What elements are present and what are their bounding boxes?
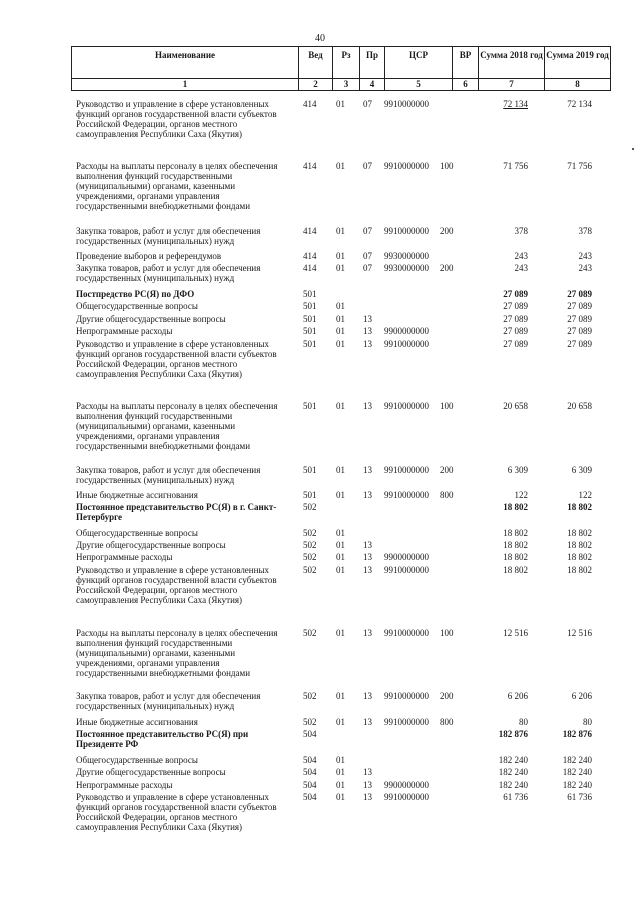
row-sum-2019: 20 658 [567, 401, 592, 411]
row-sum-2018: 27 089 [503, 301, 528, 311]
row-sum-2019: 182 876 [562, 729, 592, 739]
row-sum-2018: 27 089 [503, 314, 528, 324]
row-name: Закупка товаров, работ и услуг для обеспечения государственных (муниципальных) нужд [76, 226, 261, 246]
row-pr: 13 [363, 326, 372, 336]
row-name: Закупка товаров, работ и услуг для обеспечения государственных (муниципальных) нужд [76, 691, 261, 711]
row-sum-2018: 182 240 [498, 780, 528, 790]
row-vr: 200 [440, 465, 454, 475]
row-rz: 01 [336, 251, 345, 261]
row-ved: 504 [303, 755, 317, 765]
row-rz: 01 [336, 755, 345, 765]
row-vr: 100 [440, 628, 454, 638]
page-number: 40 [315, 33, 325, 44]
row-sum-2018: 61 736 [503, 792, 528, 802]
row-name: Общегосударственные вопросы [76, 528, 198, 538]
row-vr: 100 [440, 401, 454, 411]
row-sum-2018: 72 134 [503, 99, 528, 109]
row-sum-2019: 18 802 [567, 502, 592, 512]
row-csr: 9900000000 [384, 326, 429, 336]
row-sum-2018: 182 876 [498, 729, 528, 739]
row-name: Постоянное представительство РС(Я) в г. Санкт-Петербурге [76, 502, 277, 522]
row-rz: 01 [336, 792, 345, 802]
row-ved: 502 [303, 552, 317, 562]
row-csr: 9930000000 [384, 251, 429, 261]
row-ved: 501 [303, 339, 317, 349]
row-ved: 502 [303, 528, 317, 538]
row-name: Иные бюджетные ассигнования [76, 490, 198, 500]
row-name: Другие общегосударственные вопросы [76, 540, 226, 550]
row-csr: 9910000000 [384, 628, 429, 638]
row-sum-2019: 27 089 [567, 326, 592, 336]
row-sum-2018: 80 [519, 717, 528, 727]
row-csr: 9930000000 [384, 263, 429, 273]
row-rz: 01 [336, 339, 345, 349]
row-csr: 9910000000 [384, 792, 429, 802]
row-pr: 13 [363, 465, 372, 475]
row-rz: 01 [336, 565, 345, 575]
row-sum-2018: 18 802 [503, 540, 528, 550]
row-pr: 13 [363, 628, 372, 638]
row-rz: 01 [336, 99, 345, 109]
row-vr: 200 [440, 226, 454, 236]
row-sum-2018: 12 516 [503, 628, 528, 638]
row-name: Руководство и управление в сфере установленных функций органов государственной власти субъектов Российской Федерации, органов местного самоуправления Республики Саха (Якутия) [76, 792, 277, 832]
row-sum-2018: 18 802 [503, 552, 528, 562]
row-rz: 01 [336, 161, 345, 171]
scan-speck [632, 148, 634, 150]
row-ved: 502 [303, 565, 317, 575]
header-sum-2019: Сумма 2019 год [545, 47, 611, 79]
row-sum-2019: 27 089 [567, 314, 592, 324]
row-pr: 13 [363, 691, 372, 701]
row-sum-2019: 72 134 [567, 99, 592, 109]
row-pr: 07 [363, 99, 372, 109]
row-vr: 800 [440, 717, 454, 727]
row-name: Расходы на выплаты персоналу в целях обеспечения выполнения функций государственными (муниципальными) органами, казенными учреждениями, органами управления государственными внебюджетными фондами [76, 628, 278, 678]
row-ved: 414 [303, 99, 317, 109]
row-rz: 01 [336, 314, 345, 324]
header-name: Наименование [72, 47, 299, 79]
row-sum-2018: 18 802 [503, 528, 528, 538]
row-vr: 100 [440, 161, 454, 171]
row-pr: 07 [363, 251, 372, 261]
row-name: Руководство и управление в сфере установленных функций органов государственной власти субъектов Российской Федерации, органов местного самоуправления Республики Саха (Якутия) [76, 99, 277, 139]
header-number-3: 3 [333, 79, 360, 91]
header-number-2: 2 [299, 79, 333, 91]
row-rz: 01 [336, 691, 345, 701]
header-csr: ЦСР [385, 47, 453, 79]
header-number-8: 8 [545, 79, 611, 91]
row-rz: 01 [336, 401, 345, 411]
row-name: Другие общегосударственные вопросы [76, 767, 226, 777]
row-sum-2018: 18 802 [503, 502, 528, 512]
row-sum-2018: 27 089 [503, 326, 528, 336]
row-name: Другие общегосударственные вопросы [76, 314, 226, 324]
row-sum-2018: 182 240 [498, 755, 528, 765]
row-sum-2018: 71 756 [503, 161, 528, 171]
row-vr: 800 [440, 490, 454, 500]
row-ved: 504 [303, 780, 317, 790]
row-sum-2018: 27 089 [503, 289, 528, 299]
row-csr: 9910000000 [384, 565, 429, 575]
row-csr: 9900000000 [384, 552, 429, 562]
row-ved: 501 [303, 465, 317, 475]
row-pr: 07 [363, 263, 372, 273]
row-rz: 01 [336, 628, 345, 638]
row-ved: 414 [303, 263, 317, 273]
row-name: Иные бюджетные ассигнования [76, 717, 198, 727]
row-name: Закупка товаров, работ и услуг для обеспечения государственных (муниципальных) нужд [76, 263, 261, 283]
row-ved: 504 [303, 792, 317, 802]
row-ved: 502 [303, 502, 317, 512]
row-ved: 414 [303, 226, 317, 236]
row-csr: 9910000000 [384, 717, 429, 727]
row-name: Непрограммные расходы [76, 780, 173, 790]
header-rz: Рз [333, 47, 360, 79]
row-ved: 502 [303, 540, 317, 550]
row-name: Непрограммные расходы [76, 326, 173, 336]
row-sum-2018: 18 802 [503, 565, 528, 575]
row-name: Расходы на выплаты персоналу в целях обеспечения выполнения функций государственными (муниципальными) органами, казенными учреждениями, органами управления государственными внебюджетными фондами [76, 401, 278, 451]
row-rz: 01 [336, 540, 345, 550]
row-sum-2019: 6 206 [571, 691, 592, 701]
row-sum-2019: 122 [578, 490, 592, 500]
row-ved: 502 [303, 717, 317, 727]
row-ved: 501 [303, 314, 317, 324]
row-sum-2018: 27 089 [503, 339, 528, 349]
row-csr: 9900000000 [384, 780, 429, 790]
row-rz: 01 [336, 263, 345, 273]
row-pr: 13 [363, 792, 372, 802]
row-pr: 07 [363, 161, 372, 171]
header-number-5: 5 [385, 79, 453, 91]
row-name: Проведение выборов и референдумов [76, 251, 222, 261]
row-sum-2018: 122 [514, 490, 528, 500]
row-rz: 01 [336, 326, 345, 336]
row-rz: 01 [336, 465, 345, 475]
row-sum-2019: 27 089 [567, 301, 592, 311]
header-ved: Вед [299, 47, 333, 79]
row-sum-2019: 18 802 [567, 528, 592, 538]
row-sum-2019: 18 802 [567, 540, 592, 550]
row-sum-2018: 20 658 [503, 401, 528, 411]
header-number-6: 6 [453, 79, 479, 91]
row-vr: 200 [440, 691, 454, 701]
header-number-7: 7 [479, 79, 545, 91]
row-pr: 13 [363, 314, 372, 324]
row-pr: 13 [363, 767, 372, 777]
row-rz: 01 [336, 490, 345, 500]
row-ved: 501 [303, 401, 317, 411]
row-ved: 502 [303, 691, 317, 701]
header-number-4: 4 [360, 79, 385, 91]
row-csr: 9910000000 [384, 465, 429, 475]
row-pr: 13 [363, 552, 372, 562]
row-rz: 01 [336, 528, 345, 538]
row-sum-2019: 243 [578, 251, 592, 261]
row-csr: 9910000000 [384, 339, 429, 349]
row-ved: 414 [303, 161, 317, 171]
row-sum-2019: 80 [583, 717, 592, 727]
row-sum-2019: 6 309 [571, 465, 592, 475]
row-ved: 501 [303, 490, 317, 500]
row-rz: 01 [336, 767, 345, 777]
table-header [71, 46, 611, 91]
row-name: Расходы на выплаты персоналу в целях обеспечения выполнения функций государственными (муниципальными) органами, казенными учреждениями, органами управления государственными внебюджетными фондами [76, 161, 278, 211]
row-sum-2019: 182 240 [562, 767, 592, 777]
row-sum-2018: 243 [514, 263, 528, 273]
row-ved: 504 [303, 767, 317, 777]
row-ved: 414 [303, 251, 317, 261]
row-name: Руководство и управление в сфере установленных функций органов государственной власти субъектов Российской Федерации, органов местного самоуправления Республики Саха (Якутия) [76, 339, 277, 379]
row-sum-2019: 71 756 [567, 161, 592, 171]
row-csr: 9910000000 [384, 691, 429, 701]
row-sum-2019: 182 240 [562, 755, 592, 765]
row-csr: 9910000000 [384, 401, 429, 411]
row-ved: 501 [303, 289, 317, 299]
row-csr: 9910000000 [384, 490, 429, 500]
row-pr: 13 [363, 490, 372, 500]
header-vr: ВР [453, 47, 479, 79]
row-rz: 01 [336, 226, 345, 236]
header-sum-2018: Сумма 2018 год [479, 47, 545, 79]
row-rz: 01 [336, 301, 345, 311]
row-pr: 07 [363, 226, 372, 236]
row-rz: 01 [336, 780, 345, 790]
row-csr: 9910000000 [384, 161, 429, 171]
row-sum-2019: 378 [578, 226, 592, 236]
row-name: Руководство и управление в сфере установленных функций органов государственной власти субъектов Российской Федерации, органов местного самоуправления Республики Саха (Якутия) [76, 565, 277, 605]
row-sum-2019: 18 802 [567, 565, 592, 575]
row-sum-2019: 61 736 [567, 792, 592, 802]
row-pr: 13 [363, 540, 372, 550]
row-sum-2019: 27 089 [567, 289, 592, 299]
row-pr: 13 [363, 717, 372, 727]
row-name: Общегосударственные вопросы [76, 301, 198, 311]
row-sum-2019: 27 089 [567, 339, 592, 349]
row-name: Общегосударственные вопросы [76, 755, 198, 765]
row-sum-2018: 182 240 [498, 767, 528, 777]
row-ved: 501 [303, 301, 317, 311]
row-rz: 01 [336, 717, 345, 727]
row-rz: 01 [336, 552, 345, 562]
row-sum-2018: 378 [514, 226, 528, 236]
row-sum-2019: 243 [578, 263, 592, 273]
row-sum-2019: 12 516 [567, 628, 592, 638]
row-pr: 13 [363, 339, 372, 349]
row-sum-2018: 6 206 [507, 691, 528, 701]
header-number-1: 1 [72, 79, 299, 91]
row-name: Постоянное представительство РС(Я) при Президенте РФ [76, 729, 249, 749]
row-pr: 13 [363, 780, 372, 790]
row-csr: 9910000000 [384, 226, 429, 236]
row-pr: 13 [363, 401, 372, 411]
row-ved: 501 [303, 326, 317, 336]
row-vr: 200 [440, 263, 454, 273]
row-csr: 9910000000 [384, 99, 429, 109]
row-pr: 13 [363, 565, 372, 575]
row-name: Непрограммные расходы [76, 552, 173, 562]
row-sum-2018: 6 309 [507, 465, 528, 475]
row-ved: 504 [303, 729, 317, 739]
row-sum-2018: 243 [514, 251, 528, 261]
row-name: Постпредство РС(Я) по ДФО [76, 289, 195, 299]
row-name: Закупка товаров, работ и услуг для обеспечения государственных (муниципальных) нужд [76, 465, 261, 485]
row-sum-2019: 18 802 [567, 552, 592, 562]
row-sum-2019: 182 240 [562, 780, 592, 790]
row-ved: 502 [303, 628, 317, 638]
header-pr: Пр [360, 47, 385, 79]
